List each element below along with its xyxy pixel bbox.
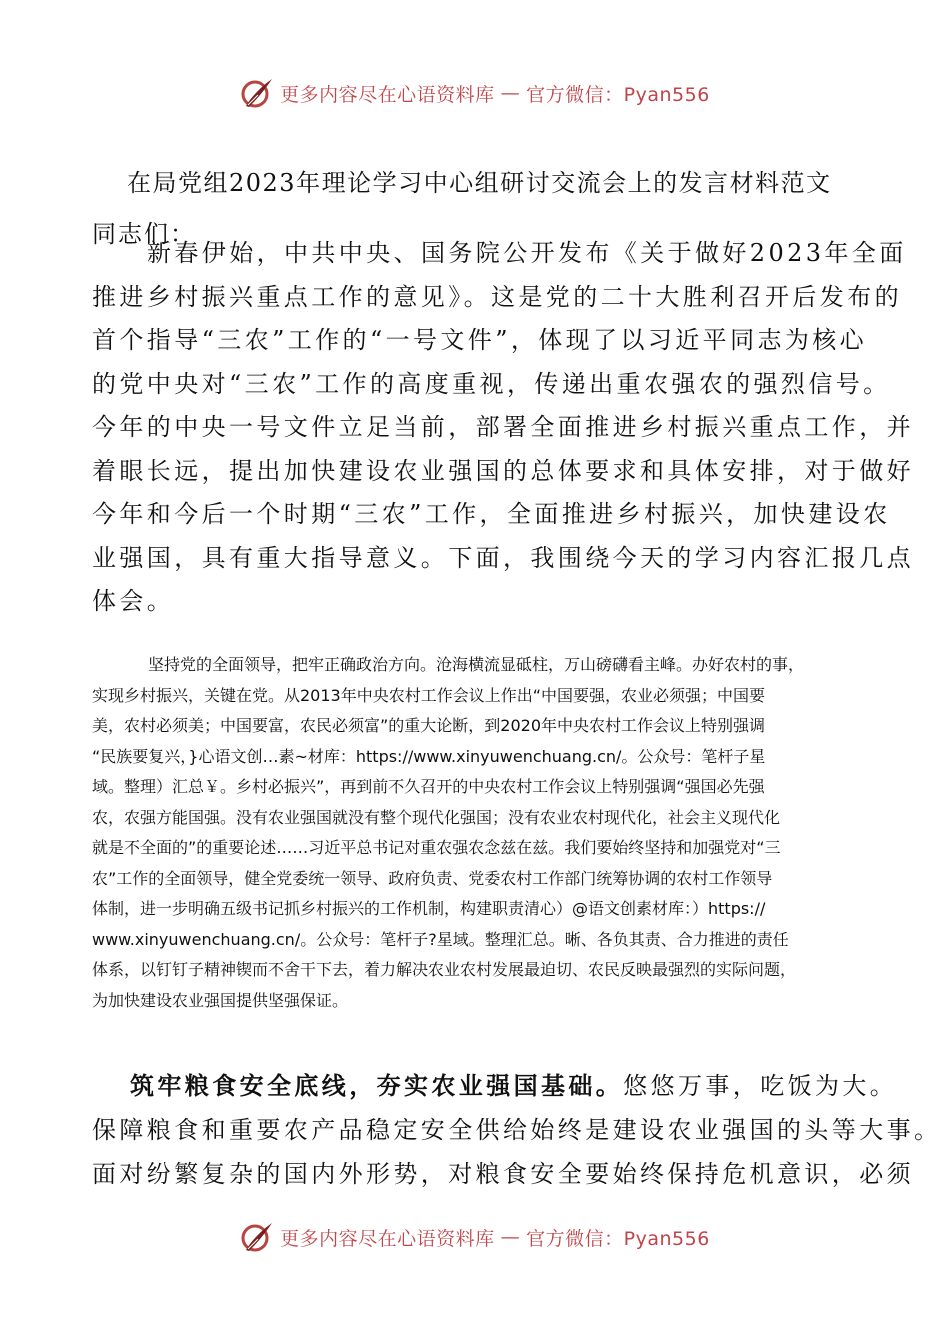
- paragraph-line: [92, 1064, 898, 1108]
- paragraph-bold-lead: 筑牢粮食安全底线，夯实农业强国基础。: [130, 1071, 624, 1100]
- paragraph-party-leadership: [92, 650, 862, 1016]
- paragraph-line: 域。整理）汇总￥。乡村必振兴”，再到前不久召开的中央农村工作会议上特别强调“强国必先强: [92, 777, 765, 796]
- footer-banner-separator: —: [500, 1226, 521, 1248]
- paragraph-food-security: [92, 1064, 942, 1196]
- paragraph-lead-rest: 悠悠万事，吃饭为大。: [623, 1072, 898, 1100]
- paragraph-line: 今年的中央一号文件立足当前，部署全面推进乡村振兴重点工作，并: [92, 413, 914, 441]
- paragraph-line: 的党中央对“三农”工作的高度重视，传递出重农强农的强烈信号。: [92, 369, 891, 398]
- paragraph-line: 面对纷繁复杂的国内外形势，对粮食安全要始终保持危机意识，必须: [92, 1160, 914, 1188]
- paragraph-line: 今年和今后一个时期“三农”工作，全面推进乡村振兴，加快建设农: [92, 500, 891, 528]
- paragraph-line: 首个指导“三农”工作的“一号文件”，体现了以习近平同志为核心: [92, 326, 868, 354]
- paragraph-line: 农，农强方能国强。没有农业强国就没有整个现代化强国；没有农业农村现代化，社会主义现代化: [92, 807, 781, 827]
- paragraph-line: 体系，以钉钉子精神锲而不舍干下去，着力解决农业农村发展最迫切、农民反映最强烈的实际问题，: [92, 960, 797, 979]
- paragraph-line: 体制，进一步明确五级书记抓乡村振兴的工作机制，构建职责清心）@语文创素材库：）https://: [92, 899, 766, 918]
- paragraph-line: 就是不全面的”的重要论述……习近平总书记对重农强农念兹在兹。我们要始终坚持和加强党对“三: [92, 838, 781, 857]
- document-title: 在局党组2023年理论学习中心组研讨交流会上的发言材料范文: [127, 169, 832, 197]
- paragraph-line: 坚持党的全面领导，把牢正确政治方向。沧海横流显砥柱，万山磅礴看主峰。办好农村的事，: [148, 655, 805, 674]
- header-banner-text: 更多内容尽在心语资料库: [280, 83, 495, 106]
- paragraph-intro: [92, 232, 914, 624]
- footer-banner: [0, 1220, 950, 1254]
- header-banner: [0, 76, 950, 110]
- paragraph-line: 农”工作的全面领导，健全党委统一领导、政府负责、党委农村工作部门统筹协调的农村工作领导: [92, 868, 773, 888]
- footer-banner-text: 更多内容尽在心语资料库: [280, 1227, 495, 1250]
- quill-logo-icon: [240, 76, 274, 110]
- paragraph-line: 实现乡村振兴，关键在党。从2013年中央农村工作会议上作出“中国要强，农业必须强；中国要: [92, 685, 766, 705]
- paragraph-line: 着眼长远，提出加快建设农业强国的总体要求和具体安排，对于做好: [92, 456, 914, 485]
- paragraph-line: 推进乡村振兴重点工作的意见》。这是党的二十大胜利召开后发布的: [92, 282, 902, 311]
- header-banner-separator: —: [500, 82, 521, 104]
- salutation: 同志们：: [92, 220, 196, 248]
- paragraph-line: 业强国，具有重大指导意义。下面，我围绕今天的学习内容汇报几点: [92, 543, 914, 572]
- paragraph-line: 新春伊始，中共中央、国务院公开发布《关于做好2023年全面: [147, 239, 907, 267]
- header-banner-wechat: 官方微信：Pyan556: [526, 83, 710, 106]
- paragraph-line: 为加快建设农业强国提供坚强保证。: [92, 990, 349, 1010]
- footer-banner-wechat: 官方微信：Pyan556: [526, 1227, 710, 1250]
- paragraph-line: www.xinyuwenchuang.cn/。公众号：笔杆子?星域。整理汇总。晰、各负其责、合力推进的责任: [92, 929, 789, 949]
- paragraph-line: 美，农村必须美；中国要富，农民必须富”的重大论断，到2020年中央农村工作会议上特别强调: [92, 716, 766, 735]
- paragraph-line: 体会。: [92, 587, 175, 615]
- quill-logo-icon: [240, 1220, 274, 1254]
- paragraph-line: “民族要复兴，}心语文创…素~材库：https://www.xinyuwenchuang.cn/。公众号：笔杆子星: [92, 746, 766, 766]
- paragraph-line: 保障粮食和重要农产品稳定安全供给始终是建设农业强国的头等大事。: [92, 1116, 942, 1144]
